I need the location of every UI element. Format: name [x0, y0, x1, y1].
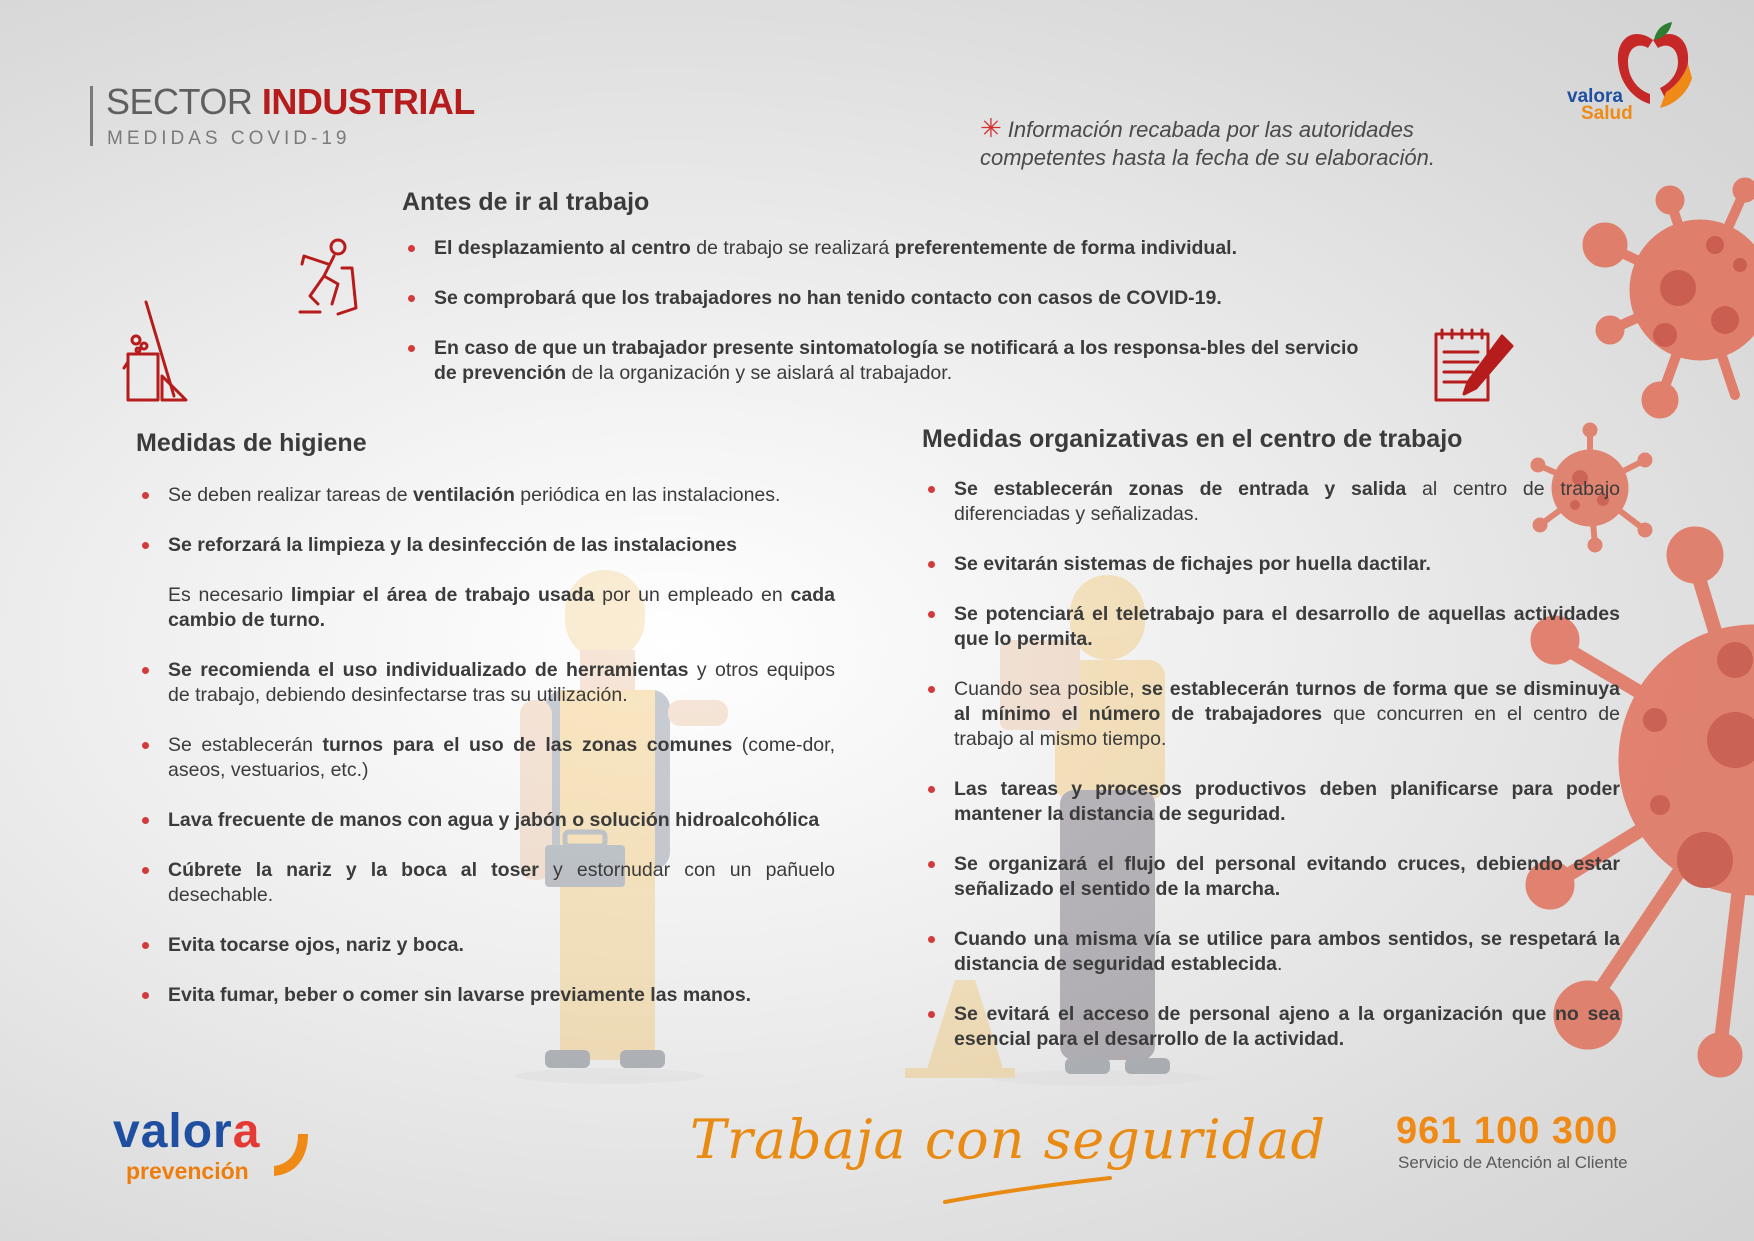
section-heading-organizativas: Medidas organizativas en el centro de trabajo — [922, 425, 1463, 453]
organizativas-item — [922, 1002, 1620, 1052]
footer-logo-swoosh-icon — [270, 1130, 310, 1178]
commute-seat-icon — [298, 238, 360, 318]
brand-logo-salud: Salud — [1581, 103, 1633, 124]
organizativas-item — [922, 927, 1620, 977]
organizativas-item — [922, 552, 1620, 577]
higiene-item — [136, 533, 835, 558]
bold-text: Cuando una misma vía se utilice para ambos sentidos, se respetará la distancia de seguridad establecida — [954, 928, 1620, 975]
slogan-underline — [945, 1178, 1110, 1202]
text: que concurren en el centro de trabajo al mismo tiempo. — [954, 703, 1620, 750]
page-title-light: SECTOR — [106, 81, 262, 122]
antes-item — [402, 286, 1362, 311]
higiene-item — [136, 583, 835, 633]
bold-text: preferentemente de forma individual. — [894, 237, 1238, 259]
page-title-strong: INDUSTRIAL — [261, 81, 475, 122]
antes-list — [402, 236, 1362, 411]
bold-text: ventilación — [413, 484, 515, 506]
text: (come-dor, aseos, vestuarios, etc.) — [168, 734, 835, 781]
text: de la organización y se aislará al trabajador. — [566, 362, 953, 384]
organizativas-item — [922, 852, 1620, 902]
info-note — [980, 114, 1435, 172]
footer-logo-valora — [113, 1105, 261, 1158]
text: y estornudar con un pañuelo desechable. — [168, 859, 835, 906]
page-subtitle: MEDIDAS COVID-19 — [107, 128, 351, 149]
slogan: Trabaja con seguridad — [690, 1108, 1327, 1171]
section-heading-higiene: Medidas de higiene — [136, 429, 367, 457]
bold-text: Se evitará el acceso de personal ajeno a la organización que no sea esencial para el desarrollo de la actividad. — [954, 1003, 1620, 1050]
page-title — [106, 80, 475, 124]
organizativas-list — [922, 477, 1620, 1077]
higiene-item — [136, 733, 835, 783]
bold-text: se establecerán turnos de forma que se disminuya al mínimo el número de trabajadores — [954, 678, 1621, 725]
bold-text: Lava frecuente de manos con agua y jabón o solución hidroalcohólica — [168, 809, 820, 831]
text: . — [1276, 953, 1283, 975]
text: al centro de trabajo diferenciadas y señalizadas. — [954, 478, 1621, 525]
bold-text: Las tareas y procesos productivos deben planificarse para poder mantener la distancia de seguridad. — [954, 778, 1620, 825]
bold-text: Se comprobará que los trabajadores no han tenido contacto con casos de COVID-19. — [434, 287, 1222, 309]
text: periódica en las instalaciones. — [514, 484, 781, 506]
phone-number[interactable]: 961 100 300 — [1396, 1110, 1619, 1152]
bold-text: El desplazamiento al centro — [434, 237, 691, 259]
higiene-item — [136, 483, 835, 508]
section-heading-antes: Antes de ir al trabajo — [402, 188, 650, 216]
notepad-pencil-icon — [1432, 326, 1518, 406]
bold-text: Evita fumar, beber o comer sin lavarse previamente las manos. — [168, 984, 752, 1006]
bold-text: Se reforzará la limpieza y la desinfección de las instalaciones — [168, 534, 737, 556]
footer-logo-valora-a: a — [232, 1105, 261, 1158]
info-note-line1: Información recabada por las autoridades — [1007, 117, 1414, 142]
antes-item — [402, 236, 1362, 261]
text: Se deben realizar tareas de — [168, 484, 413, 506]
higiene-item — [136, 808, 835, 833]
bold-text: Cúbrete la nariz y la boca al toser — [168, 859, 539, 881]
bold-text: turnos para el uso de las zonas comunes — [322, 734, 733, 756]
organizativas-item — [922, 777, 1620, 827]
cleaning-mop-icon — [122, 300, 194, 405]
text: de trabajo se realizará — [690, 237, 895, 259]
bold-text: Se potenciará el teletrabajo para el desarrollo de aquellas actividades que lo permita. — [954, 603, 1620, 650]
footer-logo-prevencion: prevención — [126, 1158, 249, 1184]
higiene-list — [136, 483, 835, 1033]
header-divider — [90, 86, 93, 146]
text: Cuando sea posible, — [954, 678, 1142, 700]
organizativas-item — [922, 477, 1620, 527]
higiene-item — [136, 933, 835, 958]
organizativas-item — [922, 677, 1620, 752]
higiene-item — [136, 983, 835, 1008]
text: y otros equipos de trabajo, debiendo desinfectarse tras su utilización. — [168, 659, 835, 706]
bold-text: Se organizará el flujo del personal evitando cruces, debiendo estar señalizado el sentido de la marcha. — [954, 853, 1620, 900]
higiene-item — [136, 658, 835, 708]
bold-text: Se recomienda el uso individualizado de herramientas — [168, 659, 689, 681]
organizativas-item — [922, 602, 1620, 652]
info-note-line2: competentes hasta la fecha de su elaboración. — [980, 145, 1435, 170]
bold-text: cada cambio de turno. — [168, 584, 835, 631]
text: por un empleado en — [594, 584, 791, 606]
phone-caption: Servicio de Atención al Cliente — [1398, 1153, 1628, 1172]
bold-text: Evita tocarse ojos, nariz y boca. — [168, 934, 464, 956]
text: Es necesario — [168, 584, 291, 606]
bold-text: En caso de que un trabajador presente sintomatología se notificará a los responsa-bles del servicio de prevención — [434, 337, 1359, 384]
bold-text: Se evitarán sistemas de fichajes por huella dactilar. — [954, 553, 1431, 575]
asterisk-icon: ✳ — [980, 113, 1002, 143]
footer-logo-valora-main: valor — [113, 1105, 233, 1158]
bold-text: Se establecerán zonas de entrada y salida — [954, 478, 1407, 500]
text: Se establecerán — [168, 734, 323, 756]
bold-text: limpiar el área de trabajo usada — [290, 584, 595, 606]
higiene-item — [136, 858, 835, 908]
antes-item — [402, 336, 1362, 386]
brand-logo-valora: valora — [1567, 86, 1623, 107]
